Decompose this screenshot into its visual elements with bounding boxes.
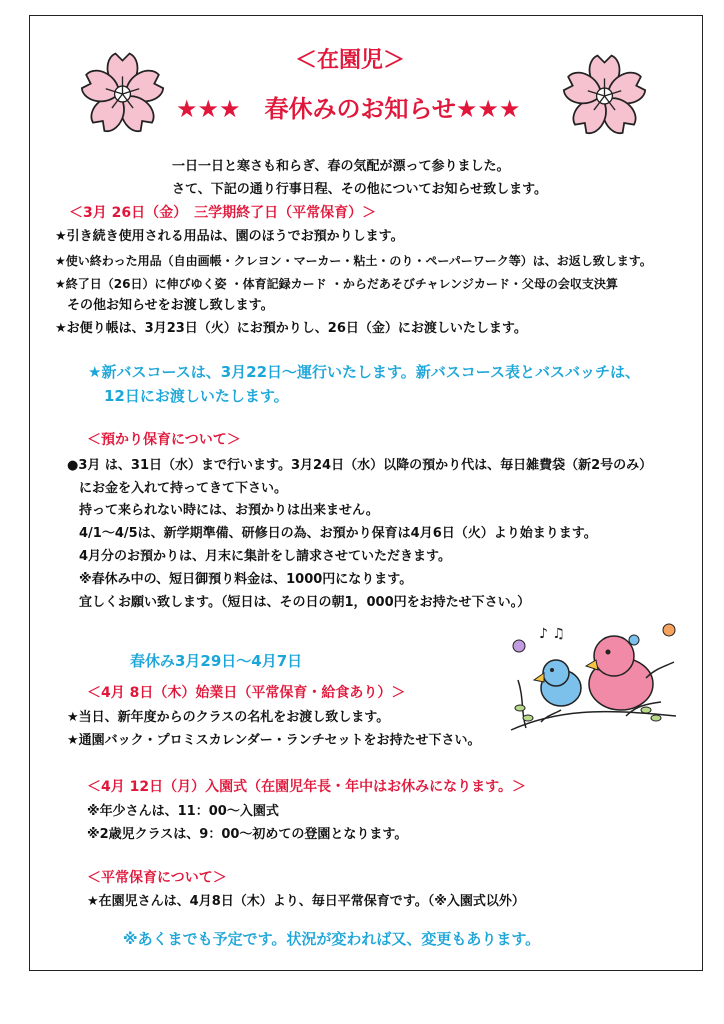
intro-line: 一日一日と寒さも和らぎ、春の気配が漂って参りました。 xyxy=(172,159,510,174)
section-heading: ＜預かり保育について＞ xyxy=(87,432,241,448)
section-heading: ＜4月 12日（月）入園式（在園児年長・年中はお休みになります。＞ xyxy=(87,779,526,795)
section-line: その他お知らせをお渡し致します。 xyxy=(67,298,274,313)
section-line: ※春休み中の、短日御預り料金は、1000円になります。 xyxy=(79,572,413,587)
title-sub: ＜在園児＞ xyxy=(295,48,406,73)
section-line: ●3月 は、31日（水）まで行います。3月24日（水）以降の預かり代は、毎日雑費袋（新2号のみ） xyxy=(67,458,653,473)
bus-notice: ★新バスコースは、3月22日～運行いたします。新バスコース表とバスバッチは、 xyxy=(88,363,641,381)
section-line: ※2歳児クラスは、9：00～初めての登園となります。 xyxy=(87,827,408,842)
cherry-blossom-left-icon xyxy=(75,50,170,138)
section-line: ★在園児さんは、4月8日（木）より、毎日平常保育です。（※入園式以外） xyxy=(87,894,525,909)
section-line: ★使い終わった用品（自由画帳・クレヨン・マーカー・粘土・のり・ペーパーワーク等）は、お返し致します。 xyxy=(55,254,652,268)
section-line: ★終了日（26日）に伸びゆく姿 ・体育記録カード ・からだあそびチャレンジカード・父母の会収支決算 xyxy=(55,277,618,291)
section-line: にお金を入れて持ってきて下さい。 xyxy=(79,481,288,496)
section-line: ★通園バック・プロミスカレンダー・ランチセットをお持たせ下さい。 xyxy=(67,733,481,748)
birds-illustration-icon xyxy=(506,618,686,733)
section-line: 4月分のお預かりは、月末に集計をし請求させていただきます。 xyxy=(79,549,452,564)
page-title: ★★★ 春休みのお知らせ★★★ xyxy=(176,95,521,123)
section-line: ★お便り帳は、3月23日（火）にお預かりし、26日（金）にお渡しいたします。 xyxy=(55,321,527,336)
intro-line: さて、下記の通り行事日程、その他についてお知らせ致します。 xyxy=(172,182,548,197)
section-heading: ＜4月 8日（木）始業日（平常保育・給食あり）＞ xyxy=(87,685,406,701)
section-line: ★引き続き使用される用品は、園のほうでお預かりします。 xyxy=(55,229,404,244)
section-line: ※年少さんは、11：00～入園式 xyxy=(87,804,279,819)
svg-text:♪ ♫: ♪ ♫ xyxy=(539,626,565,642)
section-line: ★当日、新年度からのクラスの名札をお渡し致します。 xyxy=(67,710,390,725)
section-line: 宜しくお願い致します。（短日は、その日の朝1，000円をお持たせ下さい。） xyxy=(79,595,531,610)
spring-break-dates: 春休み3月29日～4月7日 xyxy=(130,652,303,670)
section-heading: ＜3月 26日（金） 三学期終了日（平常保育）＞ xyxy=(69,205,377,221)
section-line: 4/1～4/5は、新学期準備、研修日の為、お預かり保育は4月6日（火）より始まります。 xyxy=(79,526,597,541)
cherry-blossom-right-icon xyxy=(557,52,652,140)
section-line: 持って来られない時には、お預かりは出来ません。 xyxy=(79,503,379,518)
footer-note: ※あくまでも予定です。状況が変われば又、変更もあります。 xyxy=(123,930,541,948)
section-heading: ＜平常保育について＞ xyxy=(87,870,227,886)
bus-notice: 12日にお渡しいたします。 xyxy=(104,387,289,405)
